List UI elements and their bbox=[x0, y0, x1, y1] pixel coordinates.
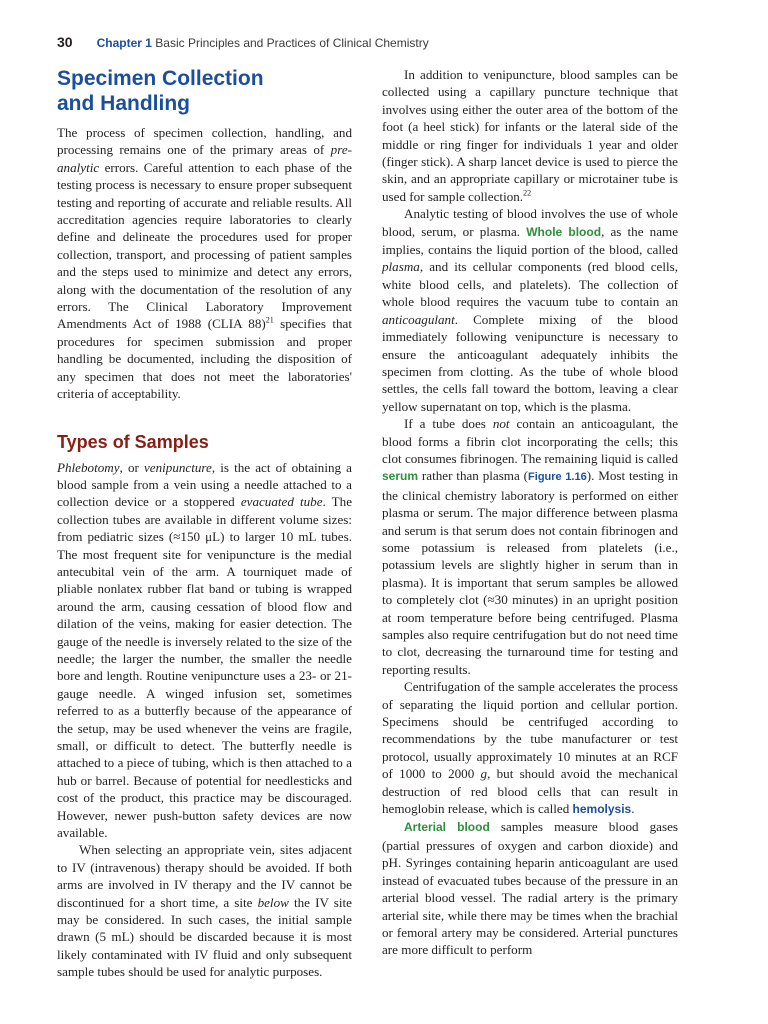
term-arterial-blood: Arterial blood bbox=[404, 820, 490, 835]
page-number: 30 bbox=[57, 34, 73, 50]
right-column bbox=[382, 66, 678, 959]
paragraph-centrifugation: Centrifugation of the sample accelerates the process of separating the liquid portion and cellular portion. Specimens should be centrifuged according to recommendations by the tube manufacturer or test protocol, usually approximately 10 minutes at an RCF of 1000 to 2000 g, but should avoid the mechanical destruction of red blood cells that can result in hemoglobin release, which is called hemolysis. bbox=[382, 679, 678, 817]
paragraph-vein-selection: When selecting an appropriate vein, sites adjacent to IV (intravenous) therapy should be avoided. If both arms are involved in IV therapy and the IV cannot be discontinued for a short time, a site below the IV site may be considered. In such cases, the initial sample drawn (5 mL) should be discarded because it is most likely contaminated with IV fluid and only subsequent sample tubes should be used for analytic purposes. bbox=[57, 842, 352, 980]
chapter-title: Basic Principles and Practices of Clinical Chemistry bbox=[155, 36, 429, 50]
term-hemolysis: hemolysis bbox=[572, 802, 632, 817]
section-heading-line2: and Handling bbox=[57, 92, 190, 115]
paragraph-serum: If a tube does not contain an anticoagulant, the blood forms a fibrin clot incorporating the cells; this clot consumes fibrinogen. The remaining liquid is called serum rather than plasma (Figure 1.16). Most testing in the clinical chemistry laboratory is performed on either plasma or serum. The major difference between plasma and serum is that serum does not contain fibrinogen and some potassium is released from platelets (i.e., potassium levels are slightly higher in serum than in plasma). It is important that serum samples be allowed to completely clot (≈30 minutes) in an upright position at room temperature before being centrifuged. Plasma samples also require centrifugation but do not need time to clot, decreasing the turnaround time for testing and reporting results. bbox=[382, 416, 679, 677]
paragraph-whole-blood: Analytic testing of blood involves the use of whole blood, serum, or plasma. Whole blood, as the name implies, contains the liquid portion of the blood, called plasma, and its cellular components (red blood cells, white blood cells, and platelets). The collection of whole blood requires the vacuum tube to contain an anticoagulant. Complete mixing of the blood immediately following venipuncture is necessary to ensure the anticoagulant adequately inhibits the specimen from clotting. As the tube of whole blood settles, the cells fall toward the bottom, leaving a clear yellow supernatant on top, which is the plasma. bbox=[382, 206, 679, 414]
paragraph-arterial-blood: Arterial blood samples measure blood gases (partial pressures of oxygen and carbon dioxide) and pH. Syringes containing heparin anticoagulant are used instead of evacuated tubes because of the pressure in an arterial blood vessel. The radial artery is the primary arterial site, while there may be times when the brachial or femoral artery may be considered. Arterial punctures are more difficult to perform bbox=[382, 819, 678, 958]
section-heading-line1: Specimen Collection bbox=[57, 67, 264, 90]
paragraph-capillary-puncture: In addition to venipuncture, blood samples can be collected using a capillary puncture technique that involves using either the outer area of the bottom of the foot (a heel stick) for infants or the lateral side of the middle or ring finger for individuals 1 year and older (finger stick). A sharp lancet device is used to pierce the skin, and an appropriate capillary or microtainer tube is used for sample collection.$^{22}$ bbox=[382, 67, 678, 204]
paragraph-phlebotomy: Phlebotomy, or venipuncture, is the act of obtaining a blood sample from a vein using a needle attached to a collection device or a stoppered evacuated tube. The collection tubes are available in different volume sizes: from pediatric sizes (≈150 μL) to larger 10 mL tubes. The most frequent site for venipuncture is the medial antecubital vein of the arm. A tourniquet made of pliable nonlatex rubber flat band or tubing is wrapped around the arm, causing cessation of blood flow and dilation of the veins, making for easier detection. The gauge of the needle is inversely related to the size of the needle; the larger the number, the smaller the needle bore and length. Routine venipuncture uses a 23- or 21-gauge needle. A winged infusion set, sometimes referred to as a butterfly because of the appearance of the setup, may be used whenever the veins are fragile, small, or difficult to detect. The butterfly needle is attached to a piece of tubing, which is then attached to a hub or barrel. Because of potential for needlesticks and cost of the product, this practice may be discouraged. However, newer push-button safety devices are now available. bbox=[57, 459, 353, 841]
figure-reference-link[interactable]: Figure 1.16 bbox=[528, 471, 587, 484]
paragraph-specimen-process: The process of specimen collection, handling, and processing remains one of the primary areas of pre-analytic errors. Careful attention to each phase of the testing process is necessary to ensure proper subsequent testing and reporting of accurate and reliable results. All accreditation agencies require laboratories to clearly define and delineate the procedures used for proper collection, transport, and processing of patient samples and the steps used to minimize and detect any errors, along with the documentation of the resolution of any errors. The Clinical Laboratory Improvement Amendments Act of 1988 (CLIA 88)$^{21}$ specifies that procedures for specimen submission and proper handling be documented, including the disposition of any specimen that does not meet the laboratories' criteria of acceptability. bbox=[57, 125, 352, 402]
term-whole-blood: Whole blood bbox=[526, 224, 602, 239]
term-serum: serum bbox=[382, 469, 419, 484]
subheading-types-of-samples: Types of Samples bbox=[57, 431, 209, 452]
citation-22: 22 bbox=[523, 188, 532, 198]
section-heading bbox=[57, 66, 352, 116]
left-column bbox=[57, 66, 352, 981]
running-header bbox=[57, 34, 429, 52]
citation-21: 21 bbox=[265, 316, 274, 326]
chapter-header bbox=[97, 36, 429, 50]
chapter-label: Chapter 1 bbox=[96, 36, 152, 50]
